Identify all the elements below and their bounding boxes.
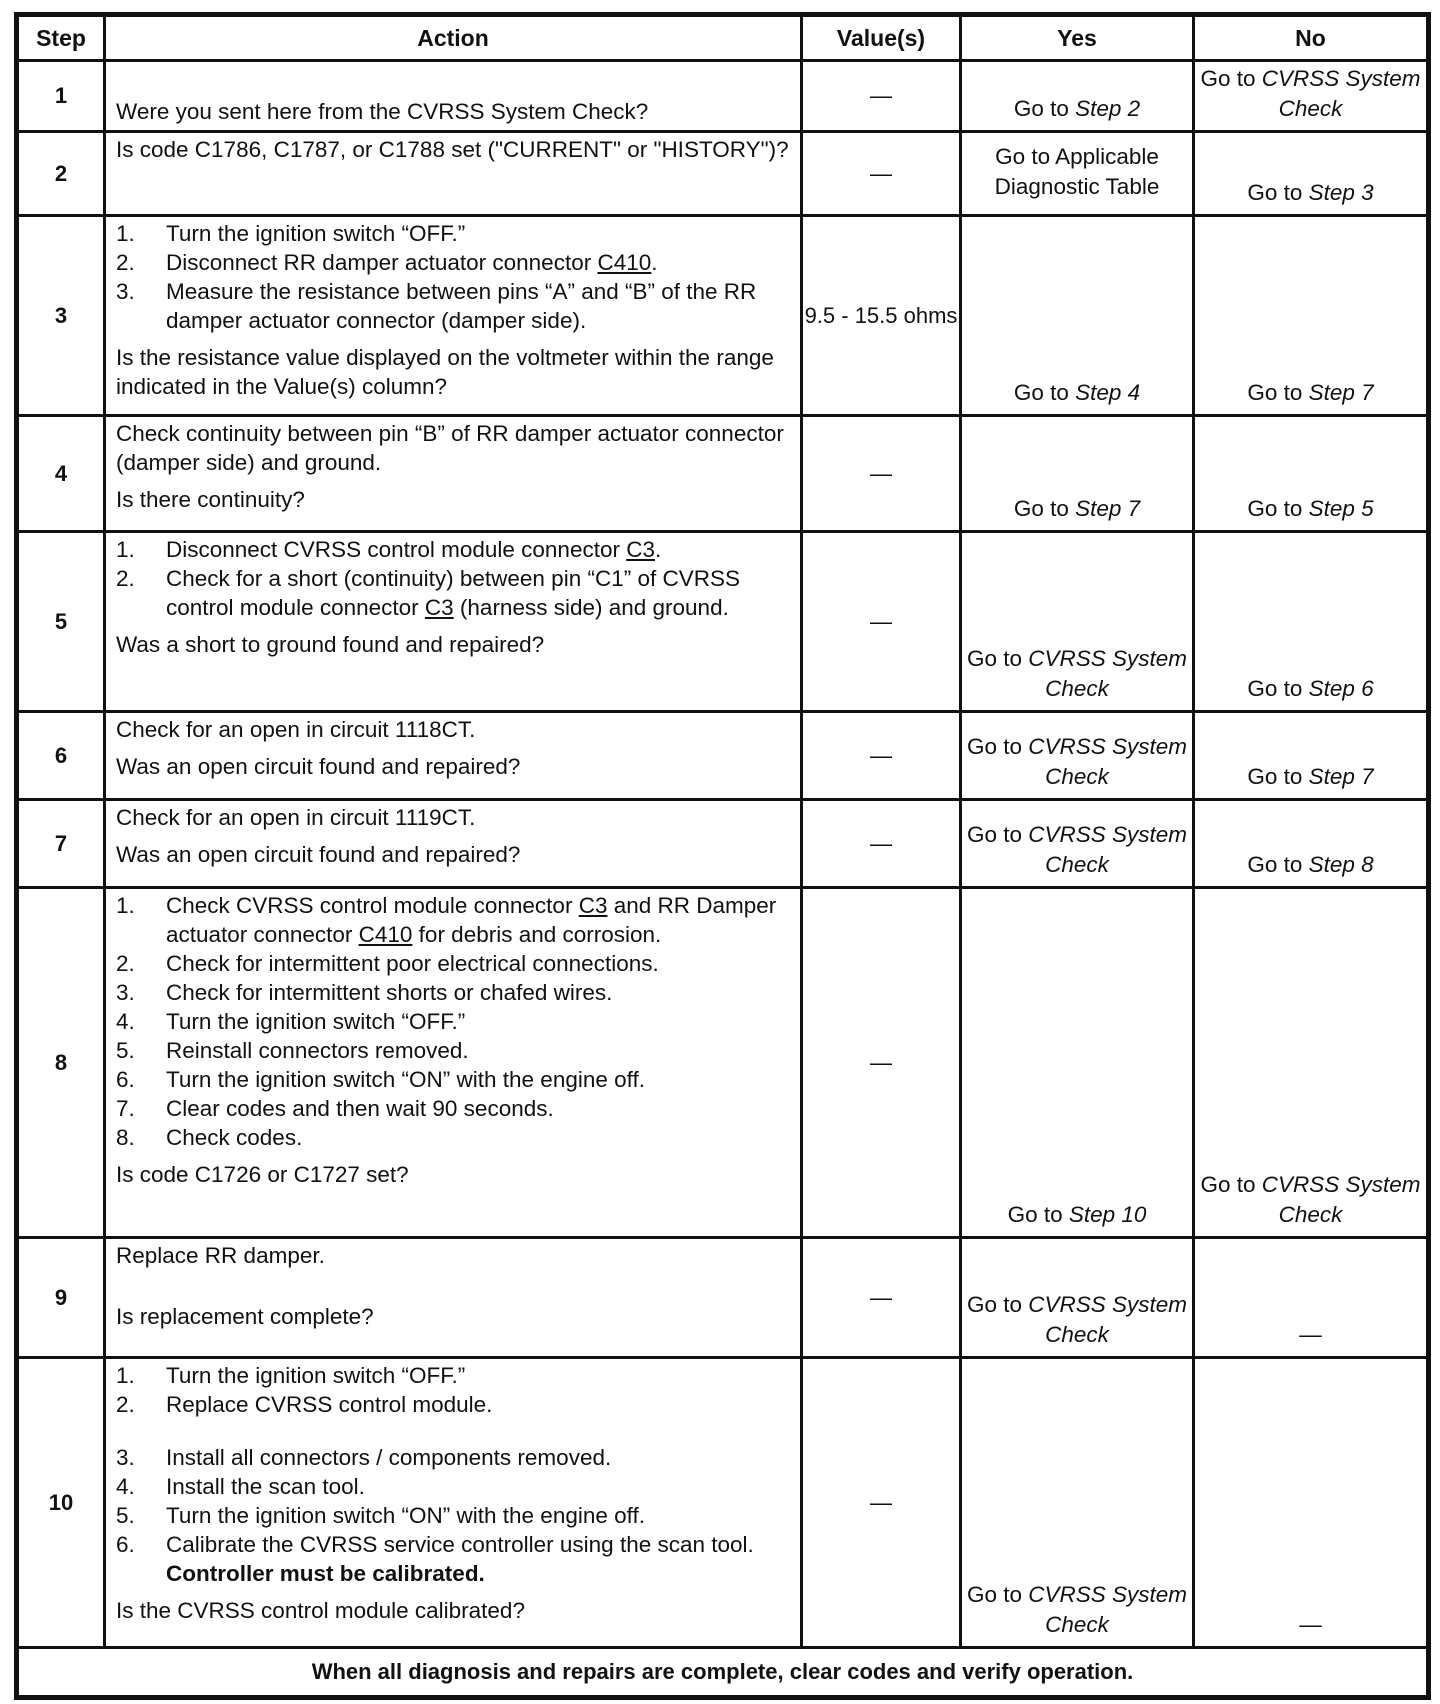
value-cell: — [802,61,961,132]
question-text: Is the CVRSS control module calibrated? [116,1598,525,1623]
item-number: 2. [116,566,135,591]
action-cell [105,712,802,800]
action-cell [105,800,802,888]
action-cell [105,216,802,416]
table-row [17,1358,1429,1648]
item-number: 1. [116,221,135,246]
header-yes: Yes [961,15,1194,61]
connector-ref: C3 [626,537,655,562]
item-number: 3. [116,279,135,304]
no-cell [1194,712,1429,800]
no-cell [1194,800,1429,888]
yes-cell: Go to Applicable Diagnostic Table [961,132,1194,216]
no-prefix: Go to [1247,676,1309,701]
no-cell [1194,216,1429,416]
no-prefix: Go to [1247,496,1309,521]
yes-prefix: Go to [1013,496,1076,521]
table-row [17,216,1429,416]
instruction-list [116,219,792,335]
footer-row [17,1648,1429,1698]
yes-cell [961,61,1194,132]
step-number: 1 [17,61,105,132]
instruction-list [116,535,792,622]
no-prefix: Go to [1200,1172,1262,1197]
yes-prefix: Go to [966,822,1029,847]
value-cell: 9.5 - 15.5 ohms [802,216,961,416]
item-number: 2. [116,1392,135,1417]
value-cell: — [802,416,961,532]
list-item [116,1123,792,1152]
no-cell [1194,532,1429,712]
yes-step-ref: CVRSS System Check [1028,734,1188,789]
no-cell [1194,416,1429,532]
yes-prefix: Go to [966,1292,1029,1317]
yes-cell [961,1238,1194,1358]
no-step-ref: Step 8 [1308,852,1374,877]
item-text-part: . [651,250,658,275]
item-text: Turn the ignition switch “ON” with the engine off. [166,1067,645,1092]
item-text [166,1530,792,1588]
no-prefix: Go to [1200,66,1262,91]
item-text: Turn the ignition switch “OFF.” [166,221,466,246]
no-step-ref: Step 7 [1308,764,1374,789]
item-text [166,248,792,277]
step-number: 8 [17,888,105,1238]
list-item [116,1472,792,1501]
yes-prefix: Go to [966,734,1029,759]
no-step-ref: Step 6 [1308,676,1374,701]
spacer [116,1419,792,1443]
item-number: 8. [116,1125,135,1150]
list-item [116,248,792,277]
question-text: Is code C1786, C1787, or C1788 set ("CURRENT" or "HISTORY")? [116,137,789,162]
step-number: 7 [17,800,105,888]
table-row [17,532,1429,712]
item-text: Install the scan tool. [166,1474,365,1499]
item-text: Turn the ignition switch “OFF.” [166,1363,466,1388]
yes-prefix: Go to [966,1582,1029,1607]
table-row [17,61,1429,132]
yes-cell [961,712,1194,800]
spacer [116,1270,792,1294]
table-row [17,416,1429,532]
no-step-ref: Step 3 [1308,180,1374,205]
instruction-text: Replace RR damper. [116,1243,325,1268]
header-row [17,15,1429,61]
table-row [17,800,1429,888]
value-cell: — [802,1358,961,1648]
item-number: 3. [116,980,135,1005]
question-text: Was an open circuit found and repaired? [116,754,521,779]
yes-prefix: Go to [966,646,1029,671]
yes-cell [961,532,1194,712]
no-prefix: Go to [1247,180,1309,205]
list-item [116,978,792,1007]
list-item [116,1361,792,1390]
connector-ref: C3 [424,595,454,620]
list-item [116,1501,792,1530]
list-item [116,949,792,978]
list-item [116,1390,792,1419]
item-text-part: Disconnect RR damper actuator connector [166,250,598,275]
list-item [116,277,792,335]
no-step-ref: Step 7 [1308,380,1374,405]
list-item [116,1036,792,1065]
item-text [166,535,792,564]
item-number: 4. [116,1474,135,1499]
no-prefix: Go to [1247,380,1309,405]
action-cell [105,888,802,1238]
value-cell: — [802,888,961,1238]
emphasis-text: Controller must be calibrated. [166,1561,485,1586]
item-text: Reinstall connectors removed. [166,1038,469,1063]
action-cell [105,132,802,216]
list-item [116,891,792,949]
item-text-part: Check for a short (continuity) between pin “C1” of CVRSS control module connector [166,566,740,620]
item-text-part: (harness side) and ground. [453,595,729,620]
list-item [116,1065,792,1094]
item-text-part: Calibrate the CVRSS service controller using the scan tool. [166,1532,754,1557]
value-cell: — [802,532,961,712]
item-number: 7. [116,1096,135,1121]
header-values: Value(s) [802,15,961,61]
value-cell: — [802,132,961,216]
header-action: Action [105,15,802,61]
item-text: Check codes. [166,1125,303,1150]
item-number: 1. [116,893,135,918]
instruction-text: Check for an open in circuit 1118CT. [116,717,476,742]
action-cell [105,61,802,132]
item-number: 6. [116,1532,135,1557]
item-number: 6. [116,1067,135,1092]
no-cell [1194,61,1429,132]
yes-step-ref: Step 4 [1075,380,1141,405]
footer-note: When all diagnosis and repairs are complete, clear codes and verify operation. [17,1648,1429,1698]
table-row [17,132,1429,216]
item-number: 2. [116,250,135,275]
no-prefix: Go to [1247,764,1309,789]
diagnostic-table [14,12,1431,1700]
instruction-text: Check for an open in circuit 1119CT. [116,805,476,830]
item-number: 5. [116,1503,135,1528]
value-cell: — [802,1238,961,1358]
yes-prefix: Go to [1013,96,1076,121]
question-text: Was a short to ground found and repaired? [116,632,545,657]
yes-step-ref: CVRSS System Check [1028,822,1188,877]
item-text: Check for intermittent poor electrical connections. [166,951,659,976]
question-text: Is there continuity? [116,487,305,512]
yes-step-ref: CVRSS System Check [1028,1582,1188,1637]
yes-prefix: Go to [1013,380,1076,405]
no-step-ref: CVRSS System Check [1261,66,1421,121]
step-number: 2 [17,132,105,216]
item-text: Replace CVRSS control module. [166,1392,493,1417]
yes-step-ref: Step 2 [1075,96,1141,121]
table-row [17,1238,1429,1358]
question-text: Were you sent here from the CVRSS System Check? [116,99,649,124]
yes-prefix: Go to [1007,1202,1069,1227]
item-text [166,564,792,622]
question-text: Is replacement complete? [116,1304,374,1329]
no-step-ref: Step 5 [1308,496,1374,521]
table-row [17,712,1429,800]
item-text-part: for debris and corrosion. [412,922,662,947]
item-number: 5. [116,1038,135,1063]
item-number: 1. [116,1363,135,1388]
item-text-part: Disconnect CVRSS control module connector [166,537,627,562]
item-text [166,891,792,949]
item-number: 2. [116,951,135,976]
question-text: Is the resistance value displayed on the voltmeter within the range indicated in the Value(s) column? [116,345,774,399]
step-number: 6 [17,712,105,800]
yes-step-ref: Step 7 [1075,496,1141,521]
item-text-part: Check CVRSS control module connector [166,893,579,918]
yes-cell [961,888,1194,1238]
action-cell [105,1238,802,1358]
instruction-list [116,1361,792,1588]
step-number: 5 [17,532,105,712]
item-text: Measure the resistance between pins “A” and “B” of the RR damper actuator connector (damper side). [166,279,757,333]
no-cell [1194,888,1429,1238]
value-cell: — [802,712,961,800]
yes-cell [961,800,1194,888]
yes-step-ref: CVRSS System Check [1028,646,1188,701]
item-number: 4. [116,1009,135,1034]
yes-cell [961,416,1194,532]
step-number: 9 [17,1238,105,1358]
no-step-ref: CVRSS System Check [1261,1172,1421,1227]
table-row [17,888,1429,1238]
step-number: 10 [17,1358,105,1648]
list-item [116,564,792,622]
item-text: Check for intermittent shorts or chafed wires. [166,980,613,1005]
list-item [116,1094,792,1123]
instruction-list [116,891,792,1152]
item-text: Turn the ignition switch “OFF.” [166,1009,466,1034]
action-cell [105,532,802,712]
item-number: 1. [116,537,135,562]
yes-step-ref: Step 10 [1068,1202,1147,1227]
no-prefix: Go to [1247,852,1309,877]
yes-cell [961,216,1194,416]
yes-cell [961,1358,1194,1648]
list-item [116,1443,792,1472]
yes-step-ref: CVRSS System Check [1028,1292,1188,1347]
action-cell [105,416,802,532]
value-cell: — [802,800,961,888]
list-item [116,219,792,248]
list-item [116,1530,792,1588]
header-step: Step [17,15,105,61]
instruction-text: Check continuity between pin “B” of RR damper actuator connector (damper side) and ground. [116,421,784,475]
item-text: Turn the ignition switch “ON” with the engine off. [166,1503,645,1528]
connector-ref: C3 [578,893,608,918]
item-text: Install all connectors / components removed. [166,1445,612,1470]
item-number: 3. [116,1445,135,1470]
question-text: Is code C1726 or C1727 set? [116,1162,409,1187]
question-text: Was an open circuit found and repaired? [116,842,521,867]
item-text-part: and RR Damper actuator connector [166,893,777,947]
header-no: No [1194,15,1429,61]
connector-ref: C410 [597,250,652,275]
step-number: 4 [17,416,105,532]
no-cell [1194,132,1429,216]
step-number: 3 [17,216,105,416]
action-cell [105,1358,802,1648]
item-text: Clear codes and then wait 90 seconds. [166,1096,554,1121]
no-cell: — [1194,1238,1429,1358]
list-item [116,1007,792,1036]
item-text-part: . [654,537,662,562]
connector-ref: C410 [358,922,413,947]
no-cell: — [1194,1358,1429,1648]
list-item [116,535,792,564]
